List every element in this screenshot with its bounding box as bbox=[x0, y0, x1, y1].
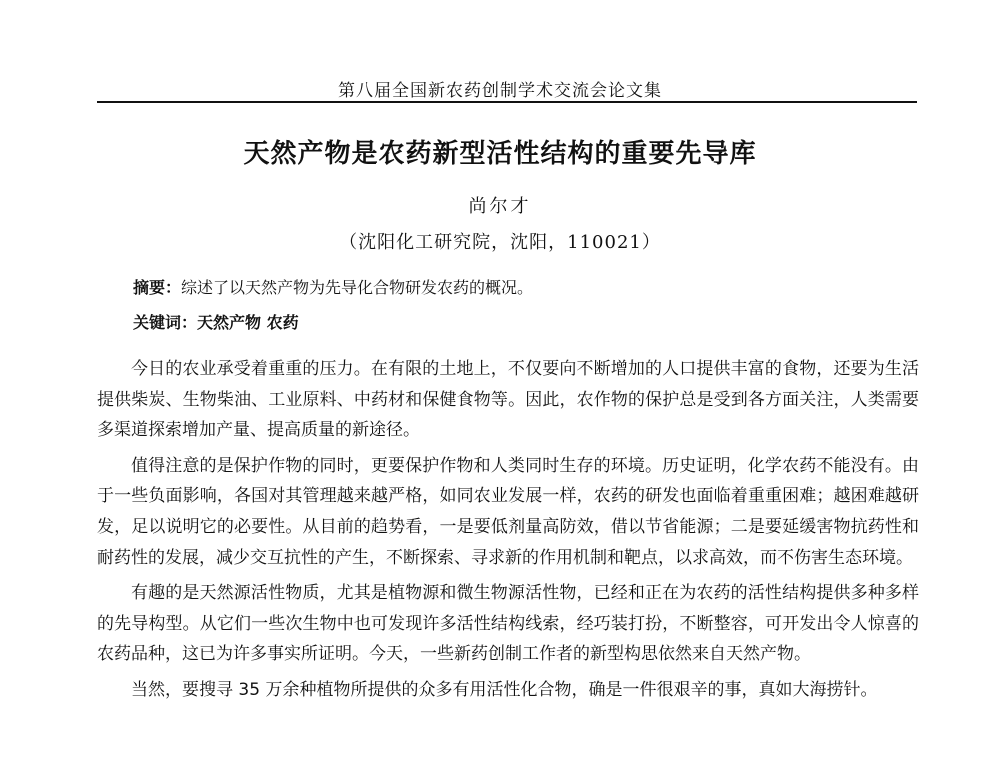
paragraph: 值得注意的是保护作物的同时，更要保护作物和人类同时生存的环境。历史证明，化学农药不能没有。由于一些负面影响，各国对其管理越来越严格，如同农业发展一样，农药的研发也面临着重重困难；越困难越研发，足以说明它的必要性。从目前的趋势看，一是要低剂量高防效，借以节省能源；二是要延缓害物抗药性和耐药性的发展，减少交互抗性的产生，不断探索、寻求新的作用机制和靶点，以求高效，而不伤害生态环境。 bbox=[97, 455, 919, 568]
abstract-text: 综述了以天然产物为先导化合物研发农药的概况。 bbox=[181, 278, 534, 297]
paragraph: 有趣的是天然源活性物质，尤其是植物源和微生物源活性物，已经和正在为农药的活性结构提供多种多样的先导构型。从它们一些次生物中也可发现许多活性结构线索，经巧装打扮，不断整容，可开发出令人惊喜的农药品种，这已为许多事实所证明。今天，一些新药创制工作者的新型构思依然来自天然产物。 bbox=[97, 583, 919, 665]
keywords-text: 天然产物 农药 bbox=[197, 313, 299, 332]
author-name: 尚尔才 bbox=[468, 196, 532, 217]
header-rule bbox=[97, 101, 917, 103]
paper-title: 天然产物是农药新型活性结构的重要先导库 bbox=[243, 139, 757, 169]
keywords-label: 关键词： bbox=[133, 313, 198, 332]
paragraph: 当然，要搜寻 35 万余种植物所提供的众多有用活性化合物，确是一件很艰辛的事，真如大海捞针。 bbox=[131, 679, 878, 700]
running-header: 第八届全国新农药创制学术交流会论文集 bbox=[338, 81, 662, 101]
body-text bbox=[97, 354, 919, 711]
abstract-label: 摘要： bbox=[133, 278, 182, 297]
keywords bbox=[133, 310, 299, 333]
author-affiliation: （沈阳化工研究院，沈阳，110021） bbox=[339, 232, 661, 253]
abstract bbox=[133, 275, 533, 298]
paragraph: 今日的农业承受着重重的压力。在有限的土地上，不仅要向不断增加的人口提供丰富的食物，还要为生活提供柴炭、生物柴油、工业原料、中药材和保健食物等。因此，农作物的保护总是受到各方面关注，人类需要多渠道探索增加产量、提高质量的新途径。 bbox=[97, 359, 919, 441]
